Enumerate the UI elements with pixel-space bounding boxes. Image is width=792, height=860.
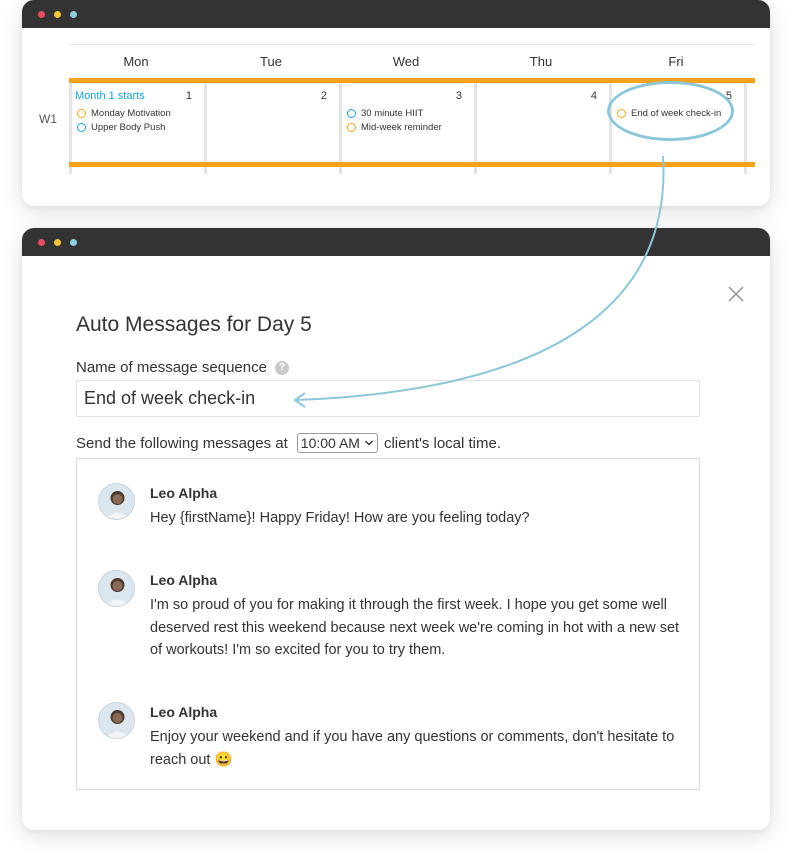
- calendar-event[interactable]: [77, 122, 165, 133]
- calendar-window: [22, 0, 770, 206]
- close-window-dot[interactable]: [38, 11, 45, 18]
- calendar-event[interactable]: [347, 122, 442, 133]
- day-cell-mon[interactable]: [69, 83, 204, 162]
- window-titlebar: [22, 228, 770, 256]
- cell-divider: [744, 167, 747, 174]
- message-text: Hey {firstName}! Happy Friday! How are you feeling today?: [150, 510, 530, 526]
- message-text: I'm so proud of you for making it through the first week. I hope you get some well deserved rest this weekend because next week we're coming in hot with a new set of workouts! I'm so excited for you to try them.: [150, 597, 680, 658]
- dialog-title: Auto Messages for Day 5: [76, 313, 312, 336]
- cell-title[interactable]: Month 1 starts: [75, 90, 145, 102]
- event-label: Upper Body Push: [91, 122, 166, 133]
- cell-divider: [69, 167, 72, 174]
- send-time-row: [76, 433, 501, 453]
- week-label: W1: [39, 112, 57, 126]
- minimize-window-dot[interactable]: [54, 11, 61, 18]
- event-circle-icon: [347, 123, 356, 132]
- message-sender: Leo Alpha: [150, 485, 218, 501]
- day-cell-sat-partial: [744, 83, 755, 162]
- day-cell-tue[interactable]: [204, 83, 339, 162]
- day-header-tue: Tue: [260, 54, 282, 69]
- day-cell-wed[interactable]: [339, 83, 474, 162]
- send-prefix-text: Send the following messages at: [76, 434, 288, 452]
- day-header-fri: Fri: [668, 54, 684, 69]
- maximize-window-dot[interactable]: [70, 11, 77, 18]
- auto-messages-window: [22, 228, 770, 830]
- day-header-thu: Thu: [529, 54, 553, 69]
- sequence-name-label: [76, 359, 289, 376]
- day-number: 1: [185, 90, 192, 102]
- send-suffix-text: client's local time.: [383, 434, 502, 452]
- day-number: 4: [590, 90, 597, 102]
- day-cell-thu[interactable]: [474, 83, 609, 162]
- message-text: Enjoy your weekend and if you have any questions or comments, don't hesitate to reach out 😀: [150, 729, 675, 768]
- sequence-name-label-text: Name of message sequence: [76, 359, 267, 376]
- event-label: End of week check-in: [631, 108, 722, 119]
- cell-divider: [339, 167, 342, 174]
- calendar-header: [69, 44, 755, 78]
- sequence-name-input[interactable]: [76, 380, 700, 417]
- day-number: 5: [725, 90, 732, 102]
- cell-divider: [474, 167, 477, 174]
- day-number: 2: [320, 90, 327, 102]
- maximize-window-dot[interactable]: [70, 239, 77, 246]
- time-select[interactable]: [297, 433, 378, 453]
- close-icon[interactable]: [728, 286, 744, 302]
- message-sender: Leo Alpha: [150, 572, 218, 588]
- avatar: [98, 483, 135, 520]
- message-sender: Leo Alpha: [150, 704, 218, 720]
- calendar-event[interactable]: [77, 108, 171, 119]
- chevron-down-icon: [364, 438, 374, 448]
- window-titlebar: [22, 0, 770, 28]
- close-window-dot[interactable]: [38, 239, 45, 246]
- avatar: [98, 702, 135, 739]
- avatar: [98, 570, 135, 607]
- cell-divider: [204, 167, 207, 174]
- day-header-mon: Mon: [123, 54, 149, 69]
- event-label: Mid-week reminder: [361, 122, 442, 133]
- messages-list[interactable]: [76, 458, 700, 790]
- week-bar-bottom: [69, 162, 755, 167]
- event-circle-icon: [347, 109, 356, 118]
- cell-divider: [609, 167, 612, 174]
- event-label: 30 minute HIIT: [361, 108, 424, 119]
- event-circle-icon: [77, 109, 86, 118]
- day-number: 3: [455, 90, 462, 102]
- event-label: Monday Motivation: [91, 108, 171, 119]
- event-circle-icon: [77, 123, 86, 132]
- calendar-event[interactable]: [347, 108, 423, 119]
- minimize-window-dot[interactable]: [54, 239, 61, 246]
- day-header-wed: Wed: [392, 54, 420, 69]
- event-highlight-ring: [607, 81, 734, 141]
- time-select-value: 10:00 AM: [300, 435, 360, 451]
- help-icon[interactable]: ?: [275, 361, 289, 375]
